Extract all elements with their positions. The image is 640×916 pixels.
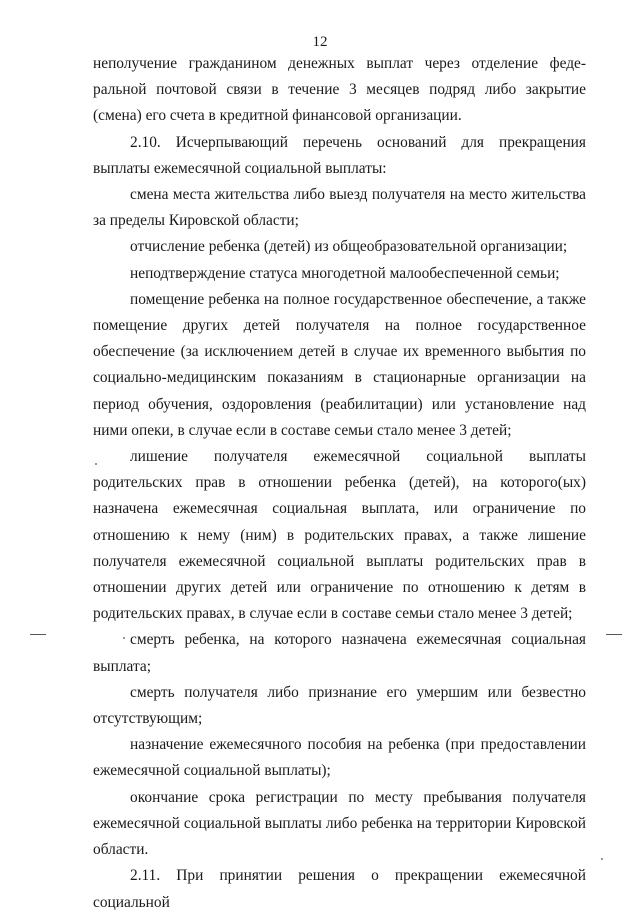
list-item-recipient-death: смерть получателя либо признание его умершим или безвестно отсутствующим; <box>93 683 586 728</box>
list-item-child-death: смерть ребенка, на которого назначена ежемесячная социальная выплата; <box>93 631 586 675</box>
scan-speck <box>123 637 125 639</box>
scan-speck <box>601 858 603 860</box>
list-item-parental-rights: лишение получателя ежемесячной социальной выплаты родительских прав в отношении ребенка (детей), на которого(ых) назначена ежемесячная социальная выплата, или ограничение по отношению к нему (ним) в родительских правах, а также лишение получателя ежемесячной социальной выплаты родительских прав в отношении других детей или ограничение по отношению к детям в родительских правах, в случае если в составе семьи стало менее 3 детей; <box>93 448 586 623</box>
list-item-monthly-allowance: назначение ежемесячного пособия на ребенка (при предоставлении ежемесячной социальной выплаты); <box>93 736 586 780</box>
paragraph-section-2-10: 2.10. Исчерпывающий перечень оснований для прекращения выплаты ежемесячной социальной выплаты: <box>93 133 586 177</box>
paragraph-continued: неполучение гражданином денежных выплат через отделение федеральной почтовой связи в течение 3 месяцев подряд либо закрытие (смена) его счета в кредитной финансовой организации. <box>93 55 586 125</box>
paragraph-section-2-11: 2.11. При принятии решения о прекращении ежемесячной социальной <box>93 867 586 911</box>
list-item-registration-end: окончание срока регистрации по месту пребывания получателя ежемесячной социальной выплаты либо ребенка на территории Кировской области. <box>93 788 586 859</box>
list-item-expulsion: отчисление ребенка (детей) из общеобразовательной организации; <box>130 238 568 256</box>
page-number: 12 <box>312 34 328 50</box>
list-item-state-care: помещение ребенка на полное государственное обеспечение, а также помещение других детей получателя на полное государственное обеспечение (за исключением детей в случае их временного выбытия по социально-медицинским показаниям в стационарные организации на период обучения, оздоровления (реабилитации) или установление над ними опеки, в случае если в составе семьи стало менее 3 детей; <box>93 290 586 439</box>
scan-speck <box>95 463 97 465</box>
left-margin-mark <box>30 634 46 635</box>
right-margin-mark <box>606 634 622 635</box>
list-item-status-unconfirmed: неподтверждение статуса многодетной малообеспеченной семьи; <box>130 264 560 282</box>
list-item-residence-change: смена места жительства либо выезд получателя на место жительства за пределы Кировской области; <box>93 186 586 230</box>
document-body <box>93 51 586 916</box>
